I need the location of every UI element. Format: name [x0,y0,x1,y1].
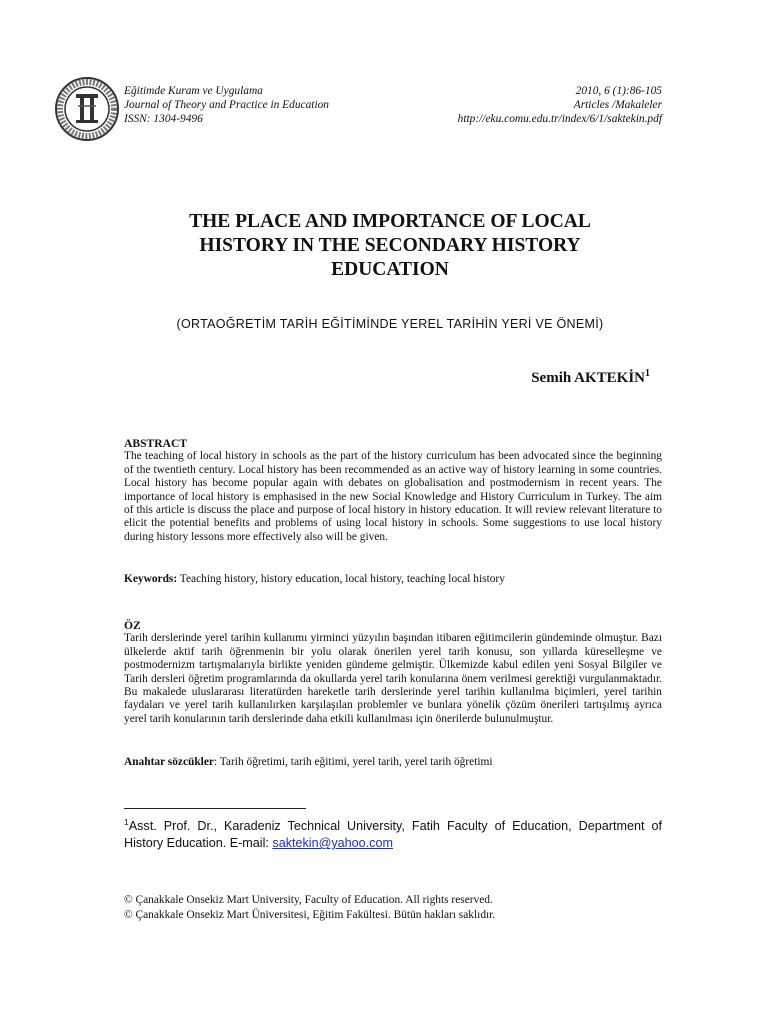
article-url[interactable]: http://eku.comu.edu.tr/index/6/1/saktekin.pdf [457,113,662,125]
journal-name-en: Journal of Theory and Practice in Education [124,99,329,111]
abstract-heading: ABSTRACT [124,437,188,450]
journal-name-tr: Eğitimde Kuram ve Uygulama [124,85,263,97]
abstract-section [124,437,662,544]
footnote [124,814,662,852]
author-name-text: Semih AKTEKİN [531,370,645,386]
keywords-text: Teaching history, history education, local history, teaching local history [177,573,505,585]
article-type: Articles /Makaleler [573,99,662,111]
keywords-label: Keywords: [124,573,178,585]
footnote-divider [124,808,306,809]
footnote-text: Asst. Prof. Dr., Karadeniz Technical University, Fatih Faculty of Education, Department of History Education. E-mail: [124,819,662,851]
oz-heading: ÖZ [124,619,141,632]
title-line: HISTORY IN THE SECONDARY HISTORY [199,235,581,256]
abstract-text: The teaching of local history in schools as the part of the history curriculum has been advocated since the beginning of the twentieth century. Local history has been recommended as an active way of history learning in some countries. Local history has become popular again with debates on globalisation and postmodernism in recent years. The importance of local history is emphasised in the new Social Knowledge and History Curriculum in Turkey. The aim of this article is discuss the place and purpose of local history in history education. It will review relevant literature to elicit the potential benefits and problems of using local history in schools. Some suggestions to use local history during history lessons more effectively also will be given. [124,450,662,543]
journal-issn: ISSN: 1304-9496 [124,113,203,125]
copyright-en: © Çanakkale Onsekiz Mart University, Faculty of Education. All rights reserved. [124,894,493,906]
journal-info [124,84,329,126]
issue-volume: 2010, 6 (1):86-105 [575,85,662,97]
anahtar-label: Anahtar sözcükler [124,756,214,768]
article-title [110,210,670,282]
footnote-mark: 1 [124,817,129,827]
title-line: EDUCATION [331,259,449,280]
copyright-tr: © Çanakkale Onsekiz Mart Üniversitesi, Eğitim Fakültesi. Bütün hakları saklıdır. [124,908,496,921]
title-line: THE PLACE AND IMPORTANCE OF LOCAL [189,211,591,232]
oz-section [124,619,662,726]
oz-text: Tarih derslerinde yerel tarihin kullanımı yirminci yüzyılın başından itibaren eğitimcilerin gündeminde olmuştur. Bazı ülkelerde aktif tarih öğrenmenin bir yolu olarak önerilen yerel tarih konusu, son yıllarda küreselleşme ve postmodernizm tartışmalarıyla birlikte yeniden gündeme gelmiştir. Ülkemizde kabul edilen yeni Sosyal Bilgiler ve Tarih dersleri öğretim programlarında da okullarda yerel tarih konularına önem verilmesi gerektiği vurgulanmaktadır. Bu makalede uluslararası literatürden hareketle tarih derslerinde yerel tarihin kullanılma biçimleri, yerel tarihin faydaları ve yerel tarih kullanılırken karşılaşılan problemler ve bunlara yönelik çözüm önerileri tartışılmış ayrıca yerel tarih konularının tarih derslerinde daha etkili kullanılması için önerilerde bulunulmuştur. [124,632,662,725]
anahtar-text: : Tarih öğretimi, tarih eğitimi, yerel tarih, yerel tarih öğretimi [213,756,493,768]
keywords-line [124,573,662,586]
article-subtitle: (ORTAOĞRETİM TARİH EĞİTİMİNDE YEREL TARİHİN YERİ VE ÖNEMİ) [176,317,604,331]
university-seal-logo [54,76,120,142]
author-footnote-mark[interactable]: 1 [645,368,650,379]
issue-info [458,84,662,126]
author-email-link[interactable]: saktekin@yahoo.com [272,836,393,851]
anahtar-line [124,756,662,769]
copyright [124,893,495,922]
author-name [531,368,650,387]
